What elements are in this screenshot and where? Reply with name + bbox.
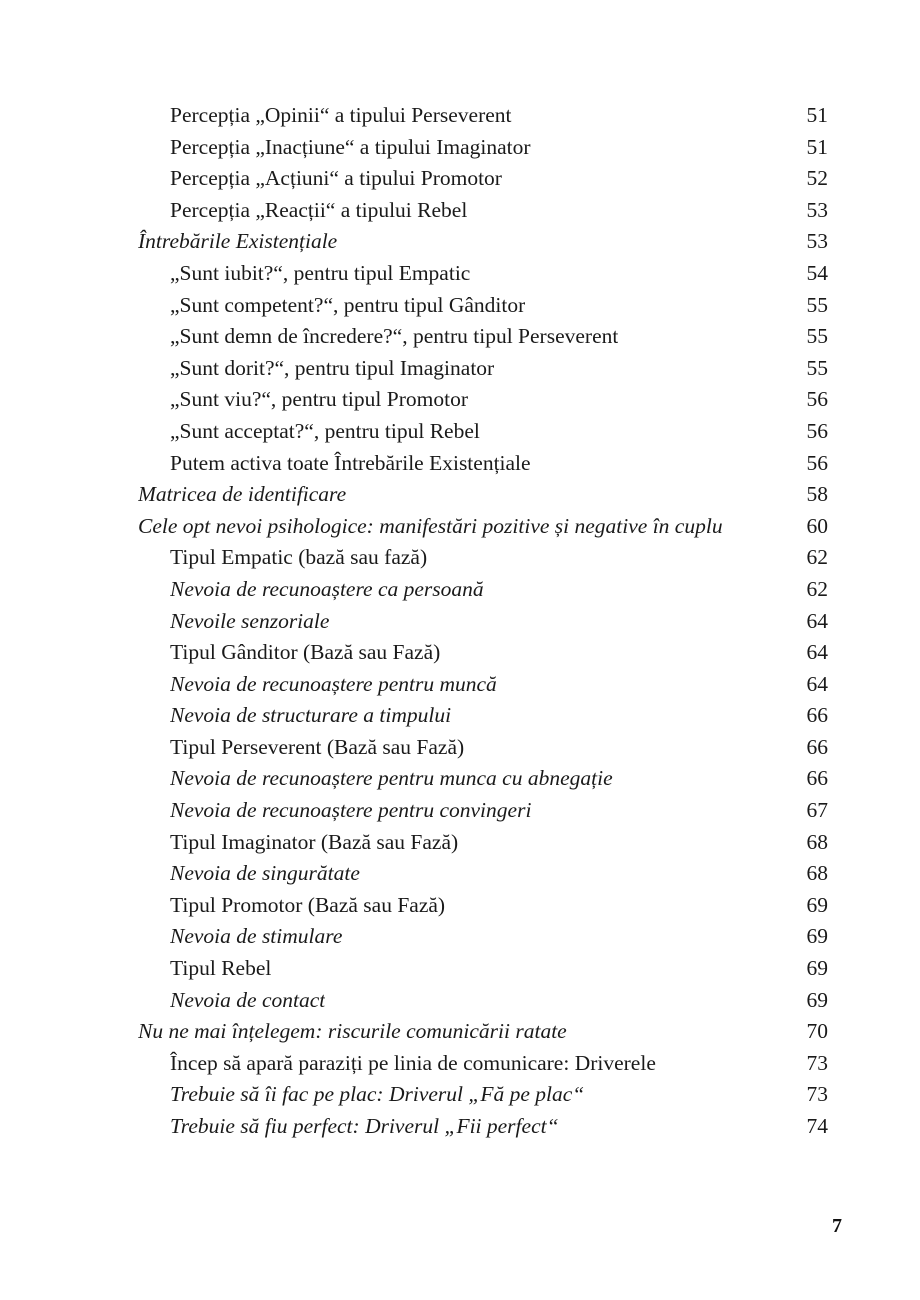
toc-entry-page: 64 (806, 640, 828, 665)
toc-entry[interactable] (138, 416, 828, 448)
toc-entry[interactable] (138, 290, 828, 322)
toc-entry[interactable] (138, 353, 828, 385)
toc-entry-title: Percepția „Opinii“ a tipului Perseverent (170, 103, 512, 127)
toc-entry[interactable] (138, 258, 828, 290)
toc-entry-title: Tipul Empatic (bază sau fază) (170, 545, 428, 570)
toc-entry-title: Cele opt nevoi psihologice: manifestări pozitive și negative în cuplu (138, 513, 723, 538)
toc-entry-page: 64 (806, 608, 828, 633)
toc-entry[interactable] (138, 479, 828, 511)
toc-entry-page: 64 (806, 671, 828, 696)
toc-entry[interactable] (138, 163, 828, 195)
toc-entry[interactable] (138, 985, 828, 1017)
toc-entry[interactable] (138, 1111, 828, 1143)
toc-entry[interactable] (138, 226, 828, 258)
toc-entry[interactable] (138, 921, 828, 953)
toc-entry[interactable] (138, 1048, 828, 1080)
toc-entry-page: 52 (806, 166, 828, 191)
toc-entry-page: 51 (806, 103, 828, 127)
toc-entry[interactable] (138, 858, 828, 890)
toc-entry-title: Nevoia de structurare a timpului (170, 703, 452, 728)
toc-entry-title: Percepția „Inacțiune“ a tipului Imaginator (170, 134, 531, 159)
toc-entry-title: Percepția „Acțiuni“ a tipului Promotor (170, 166, 502, 191)
toc-entry[interactable] (138, 574, 828, 606)
toc-entry[interactable] (138, 321, 828, 353)
toc-entry-title: Nevoia de contact (170, 987, 326, 1012)
toc-entry-page: 68 (806, 861, 828, 886)
toc-entry-page: 56 (806, 450, 828, 475)
toc-entry-title: Matricea de identificare (138, 482, 347, 507)
toc-entry-title: Trebuie să fiu perfect: Driverul „Fii perfect“ (170, 1114, 559, 1138)
toc-entry-page: 67 (806, 798, 828, 823)
toc-entry-title: Nevoia de recunoaștere pentru munca cu abnegație (170, 766, 613, 791)
toc-entry-title: Nevoile senzoriale (170, 608, 330, 633)
toc-entry-title: Tipul Rebel (170, 956, 272, 981)
toc-entry-title: Nevoia de recunoaștere pentru muncă (170, 671, 497, 696)
toc-entry-page: 62 (806, 576, 828, 601)
toc-entry-title: Tipul Imaginator (Bază sau Fază) (170, 829, 459, 854)
toc-entry-title: Nevoia de recunoaștere ca persoană (170, 576, 484, 601)
toc-entry-page: 66 (806, 734, 828, 759)
toc-entry-title: „Sunt viu?“, pentru tipul Promotor (170, 387, 468, 412)
toc-entry-page: 69 (806, 956, 828, 981)
toc-entry[interactable] (138, 795, 828, 827)
toc-entry[interactable] (138, 669, 828, 701)
toc-entry[interactable] (138, 448, 828, 480)
toc-entry-page: 70 (806, 1019, 828, 1044)
toc-entry[interactable] (138, 953, 828, 985)
toc-entry[interactable] (138, 700, 828, 732)
toc-entry[interactable] (138, 763, 828, 795)
toc-entry-page: 56 (806, 418, 828, 443)
toc-entry[interactable] (138, 542, 828, 574)
toc-entry[interactable] (138, 732, 828, 764)
toc-entry[interactable] (138, 1016, 828, 1048)
toc-entry[interactable] (138, 384, 828, 416)
toc-entry-page: 51 (806, 134, 828, 159)
toc-entry-page: 69 (806, 987, 828, 1012)
toc-entry-title: „Sunt iubit?“, pentru tipul Empatic (170, 260, 471, 285)
toc-entry-page: 58 (806, 482, 828, 507)
toc-entry-page: 53 (806, 197, 828, 222)
toc-entry-title: Încep să apară paraziți pe linia de comunicare: Driverele (170, 1050, 656, 1075)
toc-entry-page: 68 (806, 829, 828, 854)
toc-entry-title: Nevoia de singurătate (170, 861, 360, 886)
toc-entry-page: 53 (806, 229, 828, 254)
toc-entry-page: 60 (806, 513, 828, 538)
toc-entry-title: Tipul Promotor (Bază sau Fază) (170, 892, 446, 917)
toc-entry-title: Percepția „Reacții“ a tipului Rebel (170, 197, 468, 222)
toc-entry-title: Tipul Gânditor (Bază sau Fază) (170, 640, 441, 665)
toc-entry-page: 55 (806, 324, 828, 349)
toc-entry-title: „Sunt acceptat?“, pentru tipul Rebel (170, 418, 480, 443)
toc-entry-page: 73 (806, 1082, 828, 1107)
toc-entry-page: 73 (806, 1050, 828, 1075)
toc-entry-page: 74 (806, 1114, 828, 1138)
toc-entry-page: 54 (806, 260, 828, 285)
toc-entry-page: 56 (806, 387, 828, 412)
toc-entry[interactable] (138, 100, 828, 132)
toc-entry-title: Nu ne mai înțelegem: riscurile comunicării ratate (138, 1019, 567, 1044)
toc-entry-title: Trebuie să îi fac pe plac: Driverul „Fă pe plac“ (170, 1082, 585, 1107)
toc-entry-page: 55 (806, 355, 828, 380)
toc-entry[interactable] (138, 606, 828, 638)
toc-entry-page: 55 (806, 292, 828, 317)
toc-entry[interactable] (138, 195, 828, 227)
toc-entry-page: 69 (806, 892, 828, 917)
toc-entry[interactable] (138, 890, 828, 922)
toc-entry[interactable] (138, 132, 828, 164)
toc-entry-page: 66 (806, 703, 828, 728)
toc-entry-title: Tipul Perseverent (Bază sau Fază) (170, 734, 465, 759)
toc-entry-title: Nevoia de stimulare (170, 924, 343, 949)
toc-entry-title: Nevoia de recunoaștere pentru convingeri (170, 798, 532, 823)
table-of-contents (138, 100, 828, 1143)
toc-entry-page: 66 (806, 766, 828, 791)
toc-entry-title: „Sunt competent?“, pentru tipul Gânditor (170, 292, 526, 317)
toc-entry-title: Putem activa toate Întrebările Existențiale (170, 450, 531, 475)
toc-entry-page: 62 (806, 545, 828, 570)
toc-entry-title: „Sunt dorit?“, pentru tipul Imaginator (170, 355, 495, 380)
toc-entry[interactable] (138, 637, 828, 669)
page-number: 7 (832, 1215, 842, 1237)
toc-entry[interactable] (138, 1079, 828, 1111)
toc-entry[interactable] (138, 827, 828, 859)
toc-entry-title: Întrebările Existențiale (138, 229, 338, 254)
toc-entry-title: „Sunt demn de încredere?“, pentru tipul Perseverent (170, 324, 619, 349)
toc-entry[interactable] (138, 511, 828, 543)
toc-entry-page: 69 (806, 924, 828, 949)
